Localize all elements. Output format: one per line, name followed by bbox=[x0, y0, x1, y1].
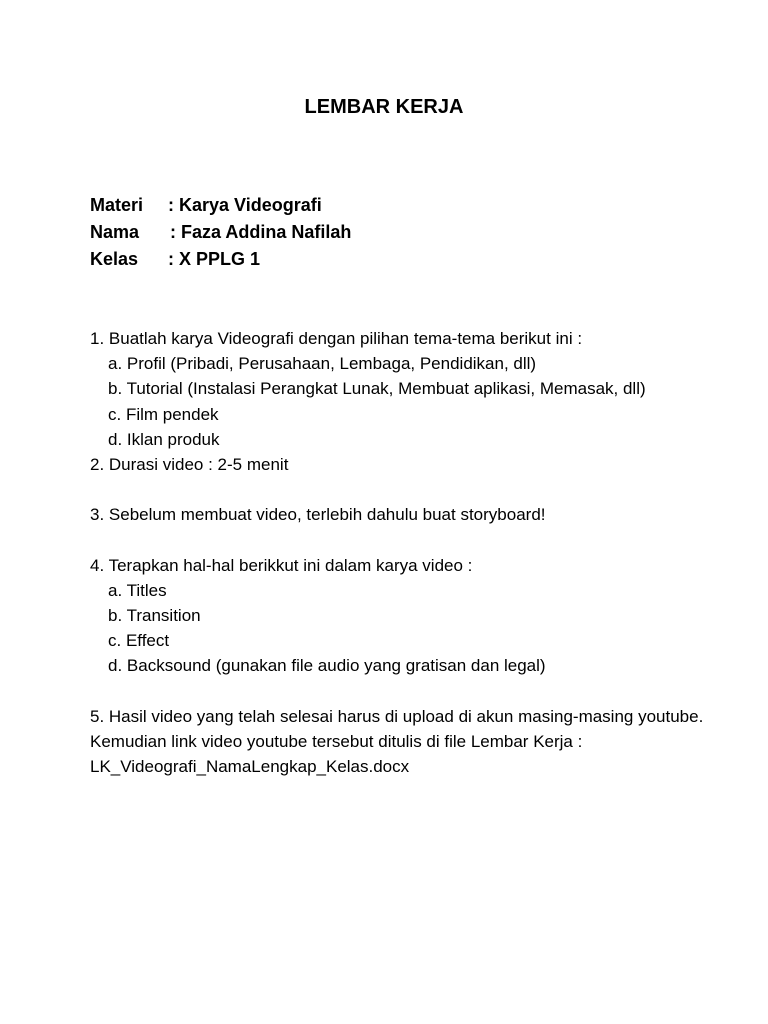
video-element: a. Titles bbox=[108, 580, 167, 600]
info-row-nama bbox=[90, 219, 351, 246]
info-value: : Faza Addina Nafilah bbox=[170, 222, 352, 242]
info-row-kelas bbox=[90, 246, 351, 273]
instruction-item-4: 4. Terapkan hal-hal berikkut ini dalam karya video : bbox=[90, 555, 473, 575]
video-element: b. Transition bbox=[108, 606, 201, 626]
info-value: : Karya Videografi bbox=[168, 195, 322, 215]
info-value: : X PPLG 1 bbox=[168, 249, 261, 269]
instruction-item-3: 3. Sebelum membuat video, terlebih dahulu buat storyboard! bbox=[90, 505, 546, 525]
spacer bbox=[90, 528, 730, 553]
info-label: Kelas bbox=[90, 249, 139, 269]
instruction-item-5: 5. Hasil video yang telah selesai harus di upload di akun masing-masing youtube. Kemudian link video youtube tersebut ditulis di file Lembar Kerja : LK_Videografi_NamaLengkap_Kelas.docx bbox=[90, 706, 704, 777]
info-label: Nama bbox=[90, 222, 140, 242]
instruction-item-2: 2. Durasi video : 2-5 menit bbox=[90, 454, 289, 474]
instructions bbox=[90, 326, 730, 779]
theme-option: a. Profil (Pribadi, Perusahaan, Lembaga, Pendidikan, dll) bbox=[108, 354, 537, 374]
spacer bbox=[90, 477, 730, 502]
spacer bbox=[90, 679, 730, 704]
video-element: d. Backsound (gunakan file audio yang gratisan dan legal) bbox=[108, 656, 546, 676]
student-info bbox=[90, 192, 351, 273]
info-row-materi bbox=[90, 192, 351, 219]
video-element: c. Effect bbox=[108, 631, 170, 651]
page-title: LEMBAR KERJA bbox=[304, 96, 464, 118]
theme-option: d. Iklan produk bbox=[108, 429, 220, 449]
instruction-item-1: 1. Buatlah karya Videografi dengan pilihan tema-tema berikut ini : bbox=[90, 329, 583, 348]
info-label: Materi bbox=[90, 195, 144, 215]
theme-option: c. Film pendek bbox=[108, 404, 219, 424]
theme-option: b. Tutorial (Instalasi Perangkat Lunak, Membuat aplikasi, Memasak, dll) bbox=[108, 379, 646, 399]
